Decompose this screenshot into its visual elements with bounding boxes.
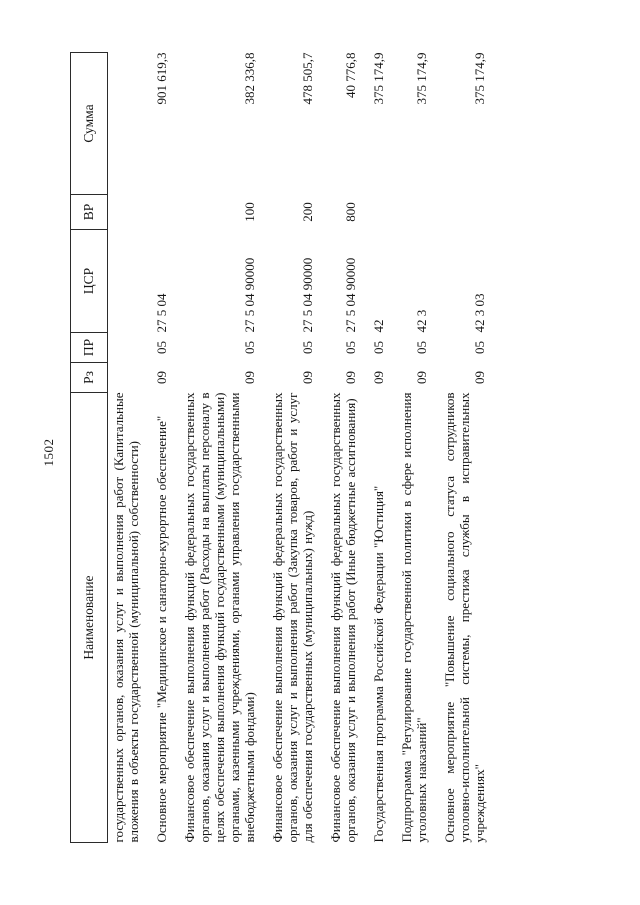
csr-cell: 27 5 04 (154, 293, 169, 333)
summa-cell: 375 174,9 (371, 52, 386, 105)
name-cell: Основное мероприятие "Медицинское и санаторно-курортное обеспечение" (154, 415, 169, 843)
page-number: 1502 (41, 438, 56, 467)
name-cell: государственных органов, оказания услуг и выполнения работ (Капитальные вложения в объекты государственной (муниципальной) собственности) (111, 392, 141, 843)
csr-cell: 42 3 (414, 309, 429, 333)
table-row (146, 53, 174, 843)
header-cell-summa: Сумма (71, 53, 108, 195)
header-cell-rz: Рз (71, 363, 108, 393)
vr-cell (146, 195, 174, 230)
vr-cell: 100 (242, 202, 257, 222)
rz-cell: 09 (472, 371, 487, 384)
table-body (108, 53, 493, 843)
vr-cell (363, 195, 391, 230)
rz-cell: 09 (371, 371, 386, 384)
table-row (262, 53, 320, 843)
table-header-row (71, 53, 108, 843)
name-cell: Финансовое обеспечение выполнения функций федеральных государственных органов, оказания услуг и выполнения работ (Расходы на выплаты персоналу в целях обеспечения выполнения функций государственными (муниципальными) органами, казенными учреждениями, органами управления государственными внебюджетными фондами) (182, 392, 257, 843)
csr-cell: 27 5 04 90000 (242, 257, 257, 333)
vr-cell: 800 (343, 202, 358, 222)
name-cell: Основное мероприятие "Повышение социального статуса сотрудников уголовно-исполнительной системы, престижа службы в исправительных учреждениях" (442, 392, 487, 843)
summa-cell: 375 174,9 (414, 52, 429, 105)
header-cell-pr: ПР (71, 333, 108, 363)
table-row (391, 53, 434, 843)
summa-cell: 382 336,8 (242, 52, 257, 105)
header-cell-name: Наименование (71, 393, 108, 843)
pr-cell: 05 (242, 341, 257, 354)
csr-cell (108, 230, 147, 333)
pr-cell: 05 (300, 341, 315, 354)
rz-cell: 09 (300, 371, 315, 384)
header-cell-csr: ЦСР (71, 230, 108, 333)
budget-table (70, 52, 492, 843)
table-row (434, 53, 492, 843)
summa-cell: 40 776,8 (343, 52, 358, 98)
vr-cell (434, 195, 492, 230)
table-header (71, 53, 108, 843)
summa-cell: 478 505,7 (300, 52, 315, 105)
name-cell: Финансовое обеспечение выполнения функций федеральных государственных органов, оказания услуг и выполнения работ (Иные бюджетные ассигнования) (328, 392, 358, 843)
csr-cell: 42 3 03 (472, 293, 487, 333)
summa-cell: 375 174,9 (472, 52, 487, 105)
pr-cell: 05 (343, 341, 358, 354)
csr-cell: 27 5 04 90000 (300, 257, 315, 333)
summa-cell: 901 619,3 (154, 52, 169, 105)
name-cell: Финансовое обеспечение выполнения функций федеральных государственных органов, оказания услуг и выполнения работ (Закупка товаров, работ и услуг для обеспечения государственных (муниципальных) нужд) (270, 392, 315, 843)
table-row (108, 53, 147, 843)
vr-cell (391, 195, 434, 230)
vr-cell: 200 (300, 202, 315, 222)
rz-cell: 09 (242, 371, 257, 384)
pr-cell (108, 333, 147, 363)
name-cell: Государственная программа Российской Федерации "Юстиция" (371, 485, 386, 843)
csr-cell: 42 (371, 319, 386, 333)
rz-cell: 09 (343, 371, 358, 384)
rz-cell: 09 (414, 371, 429, 384)
table-row (174, 53, 262, 843)
pr-cell: 05 (414, 341, 429, 354)
rz-cell (108, 363, 147, 393)
vr-cell (108, 195, 147, 230)
summa-cell (108, 53, 147, 195)
table-row (320, 53, 363, 843)
header-cell-vr: ВР (71, 195, 108, 230)
csr-cell: 27 5 04 90000 (343, 257, 358, 333)
rz-cell: 09 (154, 371, 169, 384)
pr-cell: 05 (154, 341, 169, 354)
pr-cell: 05 (472, 341, 487, 354)
name-cell: Подпрограмма "Регулирование государственной политики в сфере исполнения уголовных наказаний" (399, 392, 429, 843)
table-row (363, 53, 391, 843)
pr-cell: 05 (371, 341, 386, 354)
